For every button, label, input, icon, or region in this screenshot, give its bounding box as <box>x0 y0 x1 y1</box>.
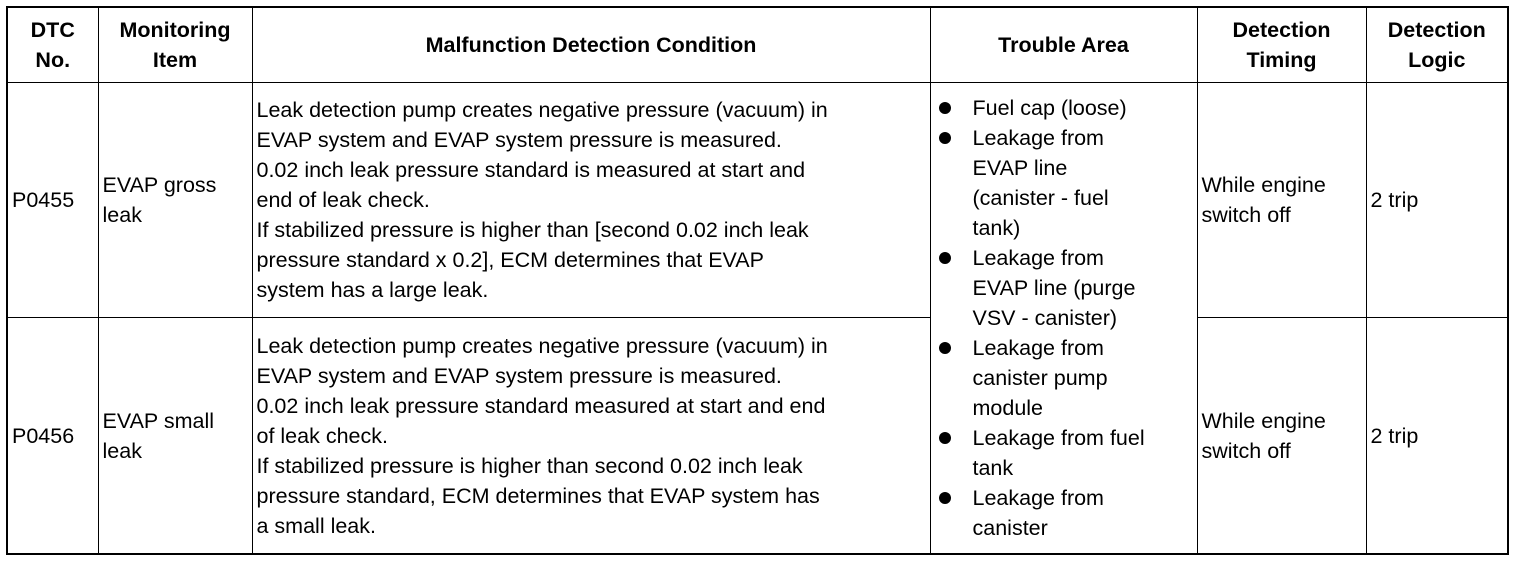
bullet-icon <box>939 132 951 144</box>
header-text: Timing <box>1246 48 1317 72</box>
header-dtc-no <box>7 7 98 83</box>
trouble-area-text: tank) <box>972 216 1021 240</box>
header-monitoring-item <box>98 7 252 83</box>
monitoring-item-text: EVAP gross <box>102 173 217 198</box>
detection-logic-cell: 2 trip <box>1366 83 1508 318</box>
header-text: Item <box>152 48 198 72</box>
list-item <box>935 123 1193 243</box>
trouble-area-text: Leakage from fuel <box>972 426 1145 450</box>
header-row <box>7 7 1508 83</box>
condition-line: end of leak check. <box>256 188 430 213</box>
trouble-area-text: tank <box>972 456 1014 480</box>
header-text: Malfunction Detection Condition <box>425 33 757 57</box>
header-detection-timing <box>1197 7 1366 83</box>
bullet-icon <box>939 252 951 264</box>
bullet-icon <box>939 492 951 504</box>
monitoring-item-text: leak <box>102 438 142 463</box>
detection-timing-text: While engine <box>1201 408 1326 433</box>
table-row <box>7 83 1508 318</box>
header-trouble-area <box>930 7 1197 83</box>
detection-timing-text: switch off <box>1201 438 1291 463</box>
detection-logic-cell: 2 trip <box>1366 318 1508 554</box>
table-row <box>7 318 1508 554</box>
condition-line: EVAP system and EVAP system pressure is measured. <box>256 363 782 388</box>
trouble-area-text: canister <box>972 516 1048 540</box>
header-text: Monitoring <box>119 18 231 42</box>
detection-timing-cell <box>1197 83 1366 318</box>
detection-timing-cell <box>1197 318 1366 554</box>
bullet-icon <box>939 432 951 444</box>
trouble-area-text: VSV - canister) <box>972 306 1118 330</box>
header-text: DTC <box>30 18 75 42</box>
bullet-icon <box>939 342 951 354</box>
trouble-area-text: EVAP line <box>972 156 1068 180</box>
trouble-area-text: EVAP line (purge <box>972 276 1136 300</box>
trouble-area-text: canister pump <box>972 366 1108 390</box>
header-text: Detection <box>1232 18 1331 42</box>
condition-line: EVAP system and EVAP system pressure is measured. <box>256 128 782 153</box>
header-text: Logic <box>1408 48 1466 72</box>
list-item <box>935 483 1193 543</box>
condition-line: If stabilized pressure is higher than second 0.02 inch leak <box>256 453 803 478</box>
list-item <box>935 333 1193 423</box>
trouble-area-text: module <box>972 396 1044 420</box>
detection-timing-text: switch off <box>1201 203 1291 228</box>
dtc-code-cell: P0455 <box>7 83 98 318</box>
condition-cell <box>252 318 930 554</box>
condition-line: system has a large leak. <box>256 278 489 303</box>
detection-timing-text: While engine <box>1201 173 1326 198</box>
trouble-area-text: Leakage from <box>972 486 1104 510</box>
condition-cell <box>252 83 930 318</box>
trouble-area-list <box>935 93 1193 543</box>
header-detection-logic <box>1366 7 1508 83</box>
trouble-area-text: Leakage from <box>972 126 1104 150</box>
condition-line: pressure standard, ECM determines that EVAP system has <box>256 483 820 508</box>
trouble-area-cell <box>930 83 1197 555</box>
monitoring-item-text: EVAP small <box>102 408 215 433</box>
monitoring-item-cell <box>98 318 252 554</box>
condition-line: of leak check. <box>256 423 388 448</box>
condition-line: 0.02 inch leak pressure standard measured at start and end <box>256 393 826 418</box>
dtc-table <box>6 6 1509 555</box>
trouble-area-text: (canister - fuel <box>972 186 1109 210</box>
condition-line: a small leak. <box>256 513 376 538</box>
monitoring-item-cell <box>98 83 252 318</box>
header-malfunction-condition <box>252 7 930 83</box>
header-text: No. <box>35 48 71 72</box>
list-item <box>935 93 1193 123</box>
condition-line: 0.02 inch leak pressure standard is measured at start and <box>256 158 806 183</box>
list-item <box>935 423 1193 483</box>
condition-line: pressure standard x 0.2], ECM determines that EVAP <box>256 248 764 273</box>
trouble-area-text: Leakage from <box>972 336 1104 360</box>
bullet-icon <box>939 102 951 114</box>
trouble-area-text: Leakage from <box>972 246 1104 270</box>
header-text: Detection <box>1387 18 1486 42</box>
list-item <box>935 243 1193 333</box>
condition-line: If stabilized pressure is higher than [second 0.02 inch leak <box>256 218 809 243</box>
condition-line: Leak detection pump creates negative pressure (vacuum) in <box>256 98 828 123</box>
trouble-area-text: Fuel cap (loose) <box>972 96 1127 120</box>
dtc-code-cell: P0456 <box>7 318 98 554</box>
condition-line: Leak detection pump creates negative pressure (vacuum) in <box>256 333 828 358</box>
monitoring-item-text: leak <box>102 203 142 228</box>
header-text: Trouble Area <box>998 33 1129 57</box>
